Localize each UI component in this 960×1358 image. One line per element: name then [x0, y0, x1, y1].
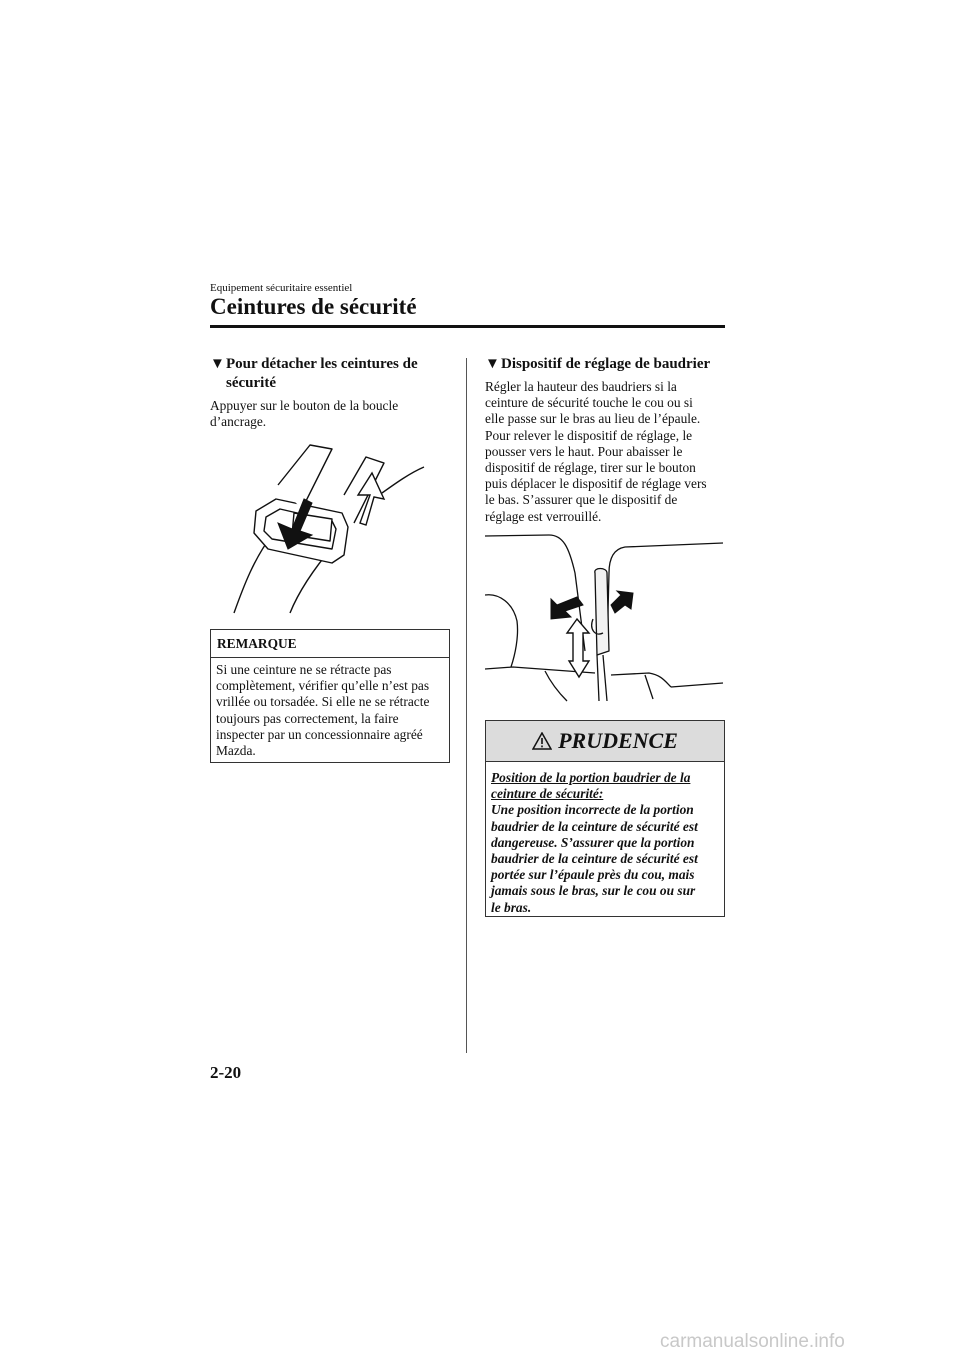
caution-box [485, 720, 725, 917]
triangle-bullet-icon: ▼ [485, 356, 500, 372]
caution-text: Position de la portion baudrier de la ceinture de sécurité: Une position incorrecte de la portion baudrier de la ceinture de sécurité est dangereuse. S’assurer que la portion baudrier de la ceinture de sécurité est portée sur l’épaule près du cou, mais jamais sous le bras, sur le cou ou sur le bras. [491, 770, 698, 915]
caution-header [486, 721, 724, 762]
warning-triangle-icon [532, 732, 552, 750]
section-label: Equipement sécuritaire essentiel [210, 282, 353, 294]
note-box [210, 629, 450, 763]
note-text: Si une ceinture ne se rétracte pas complètement, vérifier qu’elle n’est pas vrillée ou torsadée. Si elle ne se rétracte toujours pas correctement, la faire inspecter par un concessionnaire agréé Mazda. [216, 662, 430, 759]
left-heading: ▼Pour détacher les ceintures de sécurité [210, 356, 418, 391]
title-rule [210, 325, 725, 328]
page-number: 2-20 [210, 1063, 242, 1082]
adjust-right-arrow-icon [611, 591, 633, 613]
note-title: REMARQUE [217, 636, 297, 651]
right-heading: ▼Dispositif de réglage de baudrier [485, 356, 711, 372]
triangle-bullet-icon: ▼ [210, 356, 225, 372]
up-down-arrow-icon [567, 619, 589, 677]
buckle-release-illustration [232, 437, 432, 615]
column-divider [466, 358, 467, 1053]
adjust-left-arrow-icon [551, 597, 583, 619]
shoulder-anchor-illustration [485, 533, 725, 703]
right-body: Régler la hauteur des baudriers si la ceinture de sécurité touche le cou ou si elle passe sur le bras au lieu de l’épaule. Pour relever le dispositif de réglage, le pousser vers le haut. Pour abaisser le dispositif de réglage, tirer sur le bouton puis déplacer le dispositif de réglage vers le bas. S’assurer que le dispositif de réglage est verrouillé. [485, 379, 707, 524]
caution-title: PRUDENCE [558, 728, 678, 753]
page-title: Ceintures de sécurité [210, 294, 417, 319]
watermark: carmanualsonline.info [660, 1331, 845, 1352]
left-body: Appuyer sur le bouton de la boucle d’ancrage. [210, 398, 399, 430]
